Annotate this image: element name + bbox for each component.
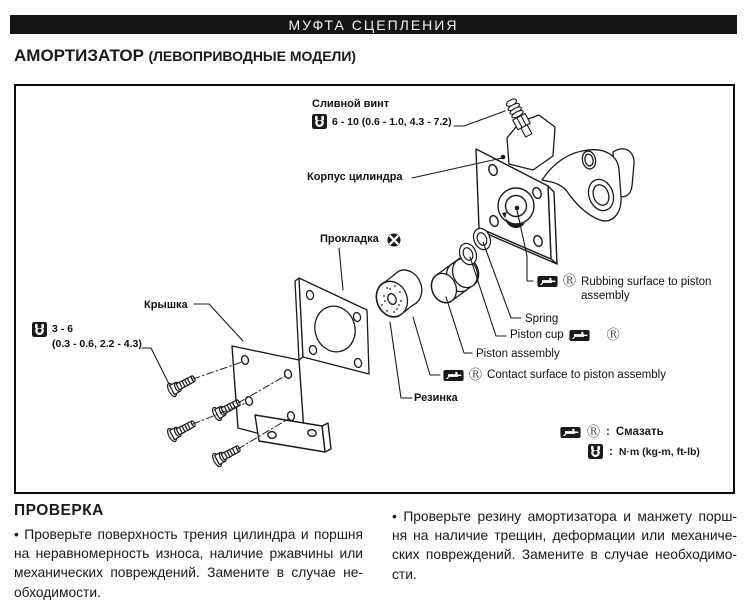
inspection-text-line: на неравномерность износа, наличие ржавчины или [14,546,363,562]
contact-surface-text: Contact surface to piston assembly [487,369,666,381]
label-gasket [320,233,401,247]
label-rubbing-surface [537,275,711,303]
cylinder-body-text: Корпус цилиндра [307,171,403,183]
piston-cup-text: Piston cup [510,329,564,341]
cover-text: Крышка [144,299,188,311]
label-rubber [414,392,458,405]
grease-icon [537,276,558,287]
rubber-drawing [371,270,421,321]
exploded-diagram-panel [14,84,735,494]
label-contact-surface [443,369,666,382]
inspection-left-column [14,525,363,601]
rubbing-surface-line1: Rubbing surface to piston [581,276,712,288]
bolt-3-drawing [166,417,198,443]
inspection-heading: ПРОВЕРКА [14,502,104,519]
legend-grease-row [560,426,664,438]
replace-cross-icon [387,233,401,247]
page-title [14,46,356,66]
label-drain-screw-torque [312,114,452,129]
bolt-1-drawing [166,372,198,398]
grease-icon [569,330,590,341]
grease-icon [443,370,464,381]
torque-icon [312,114,327,129]
grease-icon [560,427,581,438]
drain-screw-text: Сливной винт [312,98,390,110]
inspection-text-line: • Проверьте резину амортизатора и манжету порш- [392,509,737,524]
yoke-drawing [542,149,634,221]
label-cylinder-body [307,171,403,184]
cover-torque-detail: (0.3 - 0.6, 2.2 - 4.3) [52,338,142,350]
drain-screw-torque-text: 6 - 10 (0.6 - 1.0, 4.3 - 7.2) [332,116,452,128]
cover-torque-value: 3 - 6 [52,323,74,335]
bolt-4-drawing [211,442,243,468]
piston-assembly-text: Piston assembly [476,348,560,360]
gasket-drawing [295,278,369,374]
legend-torque-row [588,444,700,459]
rubbing-surface-line2: assembly [581,290,630,302]
r-circle-icon: Ⓡ [563,273,577,288]
inspection-right-column [392,507,737,584]
gasket-text: Прокладка [320,233,379,245]
legend-torque-text: N·m (kg-m, ft-lb) [618,445,700,458]
legend-grease-text: Смазать [615,426,664,438]
legend-colon: : [609,445,613,458]
r-circle-icon: Ⓡ [469,367,483,382]
inspection-text-line: ня на наличие трещин, деформации или механиче- [392,528,737,544]
section-banner [10,15,737,34]
inspection-text-line: механических повреждений. Замените в случае не- [14,565,363,581]
section-banner-text: МУФТА СЦЕПЛЕНИЯ [288,16,459,33]
legend-colon: : [606,426,610,438]
label-spring [525,313,558,326]
inspection-text-line: обходимости. [14,584,101,600]
r-circle-icon: Ⓡ [587,424,601,439]
label-cover [144,299,188,312]
label-drain-screw [312,98,389,111]
rubber-text: Резинка [414,392,458,404]
inspection-text-line: сти. [392,566,417,582]
r-circle-icon: Ⓡ [606,327,620,342]
bracket-drawing [255,415,331,452]
page-title-main: АМОРТИЗАТОР [14,46,144,65]
page-title-suffix: (ЛЕВОПРИВОДНЫЕ МОДЕЛИ) [148,48,357,64]
torque-icon [588,444,603,459]
label-piston-cup [510,329,620,342]
label-cover-torque [32,322,142,352]
spring-text: Spring [525,313,559,325]
label-piston-assembly [476,348,560,361]
inspection-text-line: • Проверьте поверхность трения цилиндра и поршня [14,527,363,542]
torque-icon [32,322,47,337]
inspection-text-line: ских повреждений. Замените в случае необходимо- [392,547,737,563]
